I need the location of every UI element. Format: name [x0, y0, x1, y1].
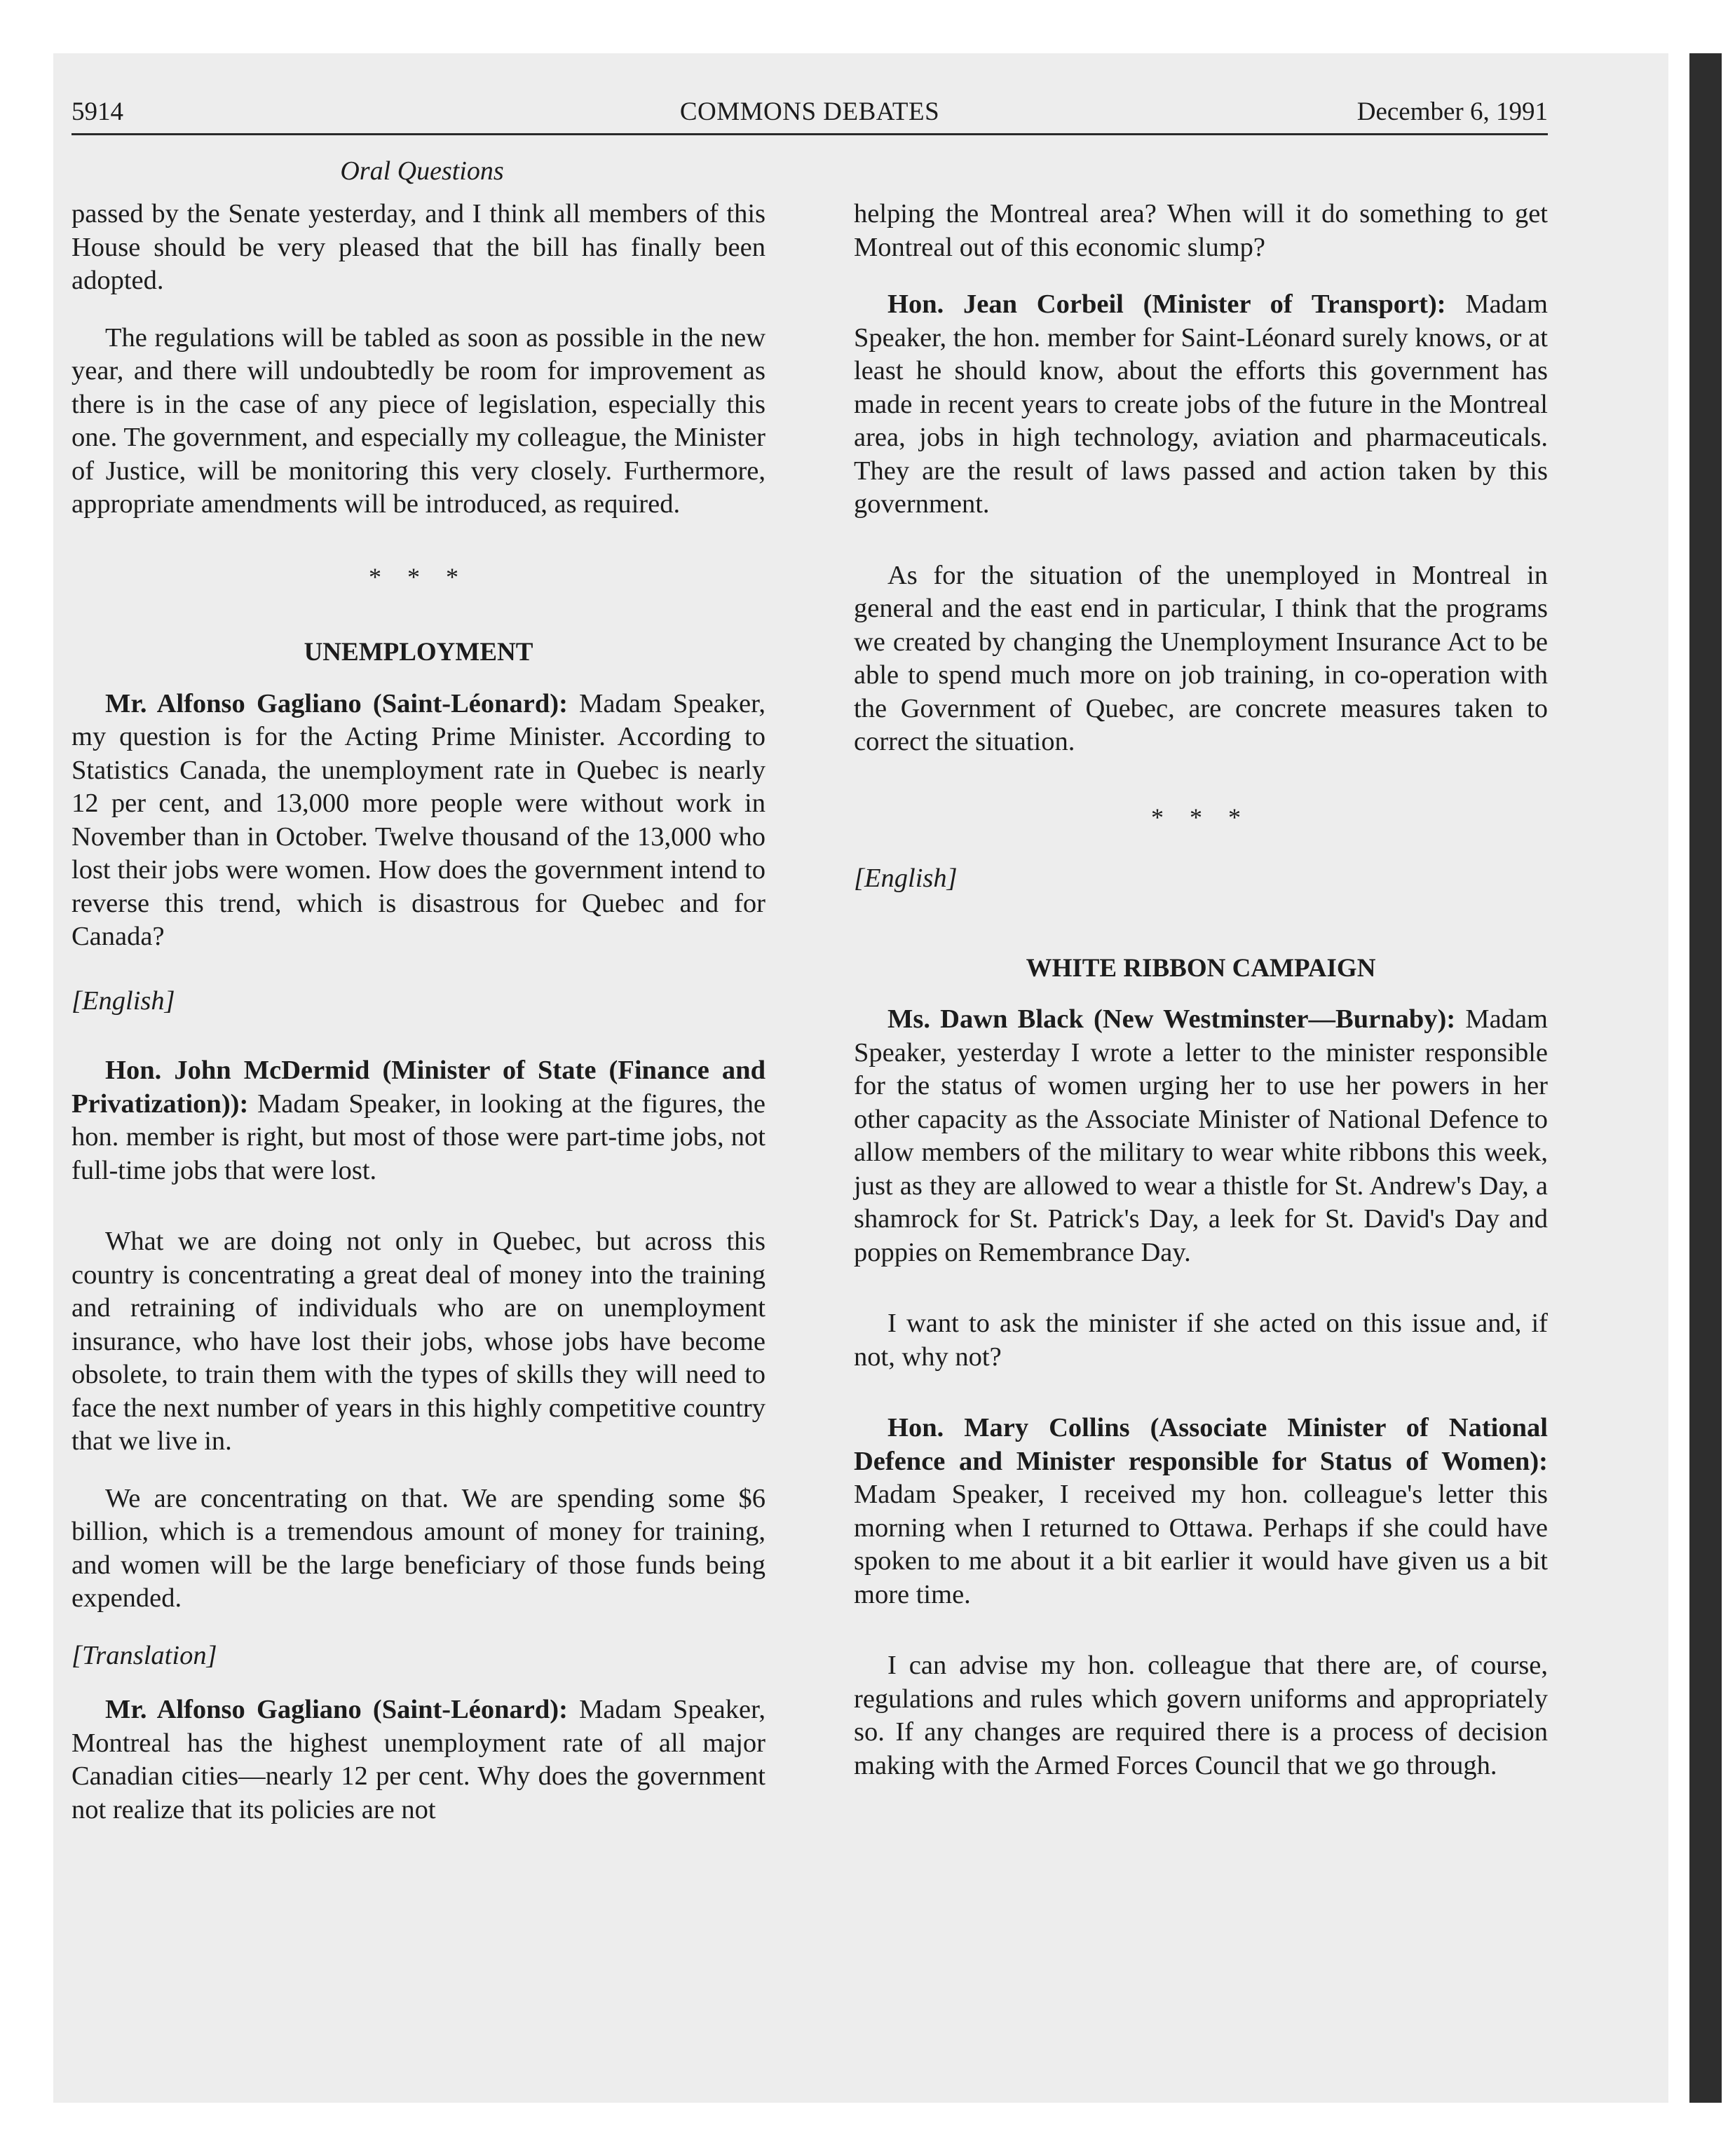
- paragraph: I want to ask the minister if she acted on this issue and, if not, why not?: [854, 1309, 1548, 1372]
- speaker-name: Mr. Alfonso Gagliano (Saint-Léonard):: [105, 1695, 568, 1724]
- paragraph: We are concentrating on that. We are spending some $6 billion, which is a tremendous amount of money for training, and women will be the large beneficiary of those funds being expended.: [72, 1483, 766, 1613]
- speech-text: Madam Speaker, I received my hon. colleague's letter this morning when I returned to Ottawa. Perhaps if she could have spoken to me about it a bit earlier it would have given us a bit more time.: [854, 1480, 1548, 1609]
- language-tag: [English]: [854, 864, 958, 893]
- paragraph: [854, 288, 1548, 521]
- speaker-name: Ms. Dawn Black (New Westminster—Burnaby):: [887, 1004, 1456, 1034]
- paragraph: [854, 1412, 1548, 1611]
- running-title: COMMONS DEBATES: [679, 97, 940, 126]
- speech-text: Madam Speaker, my question is for the Acting Prime Minister. According to Statistics Canada, the unemployment rate in Quebec is nearly 12 per cent, and 13,000 more people were without work in November than in October. Twelve thousand of the 13,000 who lost their jobs were women. How does the government intend to reverse this trend, which is disastrous for Quebec and for Canada?: [72, 688, 766, 951]
- paragraph: I can advise my hon. colleague that there are, of course, regulations and rules which govern uniforms and appropriately so. If any changes are required there is a process of decision making with the Armed Forces Council that we go through.: [854, 1651, 1548, 1780]
- paragraph: [72, 1693, 766, 1827]
- paragraph: As for the situation of the unemployed in Montreal in general and the east end in particular, I think that the programs we created by changing the Unemployment Insurance Act to be able to spend much more on job training, in co-operation with the Government of Quebec, are concrete measures taken to correct the situation.: [854, 560, 1548, 756]
- section-separator: * * *: [1151, 803, 1251, 831]
- speech-text: Madam Speaker, Montreal has the highest unemployment rate of all major Canadian cities—nearly 12 per cent. Why does the government not realize that its policies are not: [72, 1695, 766, 1824]
- speech-text: Madam Speaker, yesterday I wrote a letter to the minister responsible for the status of women urging her to use her powers in her other capacity as the Associate Minister of National Defence to allow members of the military to wear white ribbons this week, just as they are allowed to wear a thistle for St. Andrew's Day, a shamrock for St. Patrick's Day, a leek for St. David's Day and poppies on Remembrance Day.: [854, 1004, 1549, 1267]
- paragraph: The regulations will be tabled as soon as possible in the new year, and there will undoubtedly be room for improvement as there is in the case of any piece of legislation, especially this one. The government, and especially my colleague, the Minister of Justice, will be monitoring this very closely. Furthermore, appropriate amendments will be introduced, as required.: [72, 322, 766, 519]
- speech-text: Madam Speaker, in looking at the figures, the hon. member is right, but most of those were part-time jobs, not full-time jobs that were lost.: [72, 1089, 766, 1185]
- speaker-name: Hon. Jean Corbeil (Minister of Transport):: [887, 289, 1446, 319]
- section-separator: * * *: [369, 562, 468, 591]
- language-tag: [English]: [72, 985, 175, 1016]
- paragraph: passed by the Senate yesterday, and I think all members of this House should be very pleased that the bill has finally been adopted.: [72, 199, 766, 295]
- page-number: 5914: [72, 97, 123, 126]
- paragraph: [72, 1054, 766, 1187]
- speaker-name: Hon. Mary Collins (Associate Minister of National Defence and Minister responsible for Status of Women):: [854, 1413, 1548, 1476]
- page-edge-shadow: [1689, 53, 1722, 2103]
- language-tag: [Translation]: [72, 1640, 217, 1670]
- section-label: Oral Questions: [340, 156, 504, 186]
- paragraph: [72, 688, 766, 954]
- section-heading: UNEMPLOYMENT: [304, 638, 533, 667]
- page-header: [72, 83, 1548, 135]
- speech-text: Madam Speaker, the hon. member for Saint-Léonard surely knows, or at least he should know, about the efforts this government has made in recent years to create jobs of the future in the Montreal area, jobs in high technology, aviation and pharmaceuticals. They are the result of laws passed and action taken by this government.: [854, 289, 1548, 519]
- speaker-name: Hon. John McDermid (Minister of State (Finance and Privatization)):: [72, 1056, 766, 1119]
- paragraph: helping the Montreal area? When will it do something to get Montreal out of this economic slump?: [854, 199, 1548, 262]
- section-heading: WHITE RIBBON CAMPAIGN: [1026, 953, 1376, 983]
- paragraph: What we are doing not only in Quebec, but across this country is concentrating a great deal of money into the training and retraining of individuals who are on unemployment insurance, who have lost their jobs, whose jobs have become obsolete, to train them with the types of skills they will need to face the next number of years in this highly competitive country that we live in.: [72, 1227, 766, 1456]
- right-column: [854, 198, 1548, 1806]
- paragraph: [854, 1003, 1548, 1269]
- header-date: December 6, 1991: [1356, 97, 1548, 126]
- left-column: [72, 198, 766, 1850]
- speaker-name: Mr. Alfonso Gagliano (Saint-Léonard):: [105, 688, 568, 718]
